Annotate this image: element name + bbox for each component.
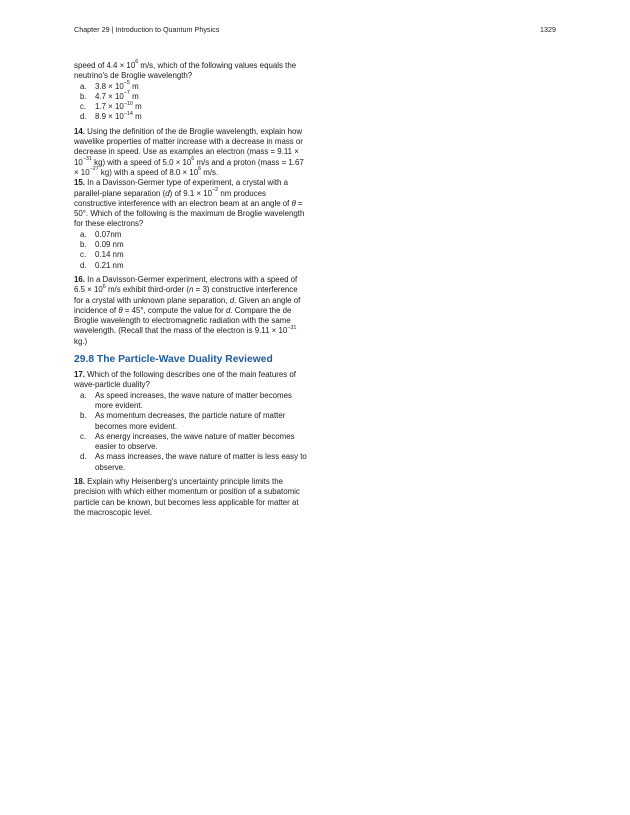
- question-14: 14. Using the definition of the de Broglie wavelength, explain how wavelike properties of matter increase with a decrease in mass or decrease in speed. Use as examples an electron (mass = $9.11 \times 10^{-31}$ kg) with a speed of $5.0 \times 10^6$ m/s and a proton (mass = $1.67 \times 10^{-27}$ kg) with a speed of $8.0 \times 10^6$ m/s.: [74, 126, 304, 177]
- answer-option: b. $4.7 \times 10^{-7}$ m: [80, 90, 139, 101]
- chapter-title: Chapter 29 | Introduction to Quantum Physics: [74, 25, 220, 34]
- answer-option: b. 0.09 nm: [80, 240, 124, 250]
- answer-options: [74, 230, 308, 271]
- question-18: 18. Explain why Heisenberg's uncertainty principle limits the precision with which either momentum or position of a subatomic particle can be known, but becomes less applicable for matter at the macroscopic level.: [74, 476, 300, 517]
- question-16: 16. In a Davisson-Germer experiment, electrons with a speed of $6.5 \times 10^6$ m/s exhibit third-order (n = 3) constructive interference for a crystal with unknown plane separation, d. Given an angle of incidence of θ = 45°, compute the value for d. Compare the de Broglie wavelength to electromagnetic radiation with the same wavelength. (Recall that the mass of the electron is $9.11 \times 10^{-31}$ kg.): [74, 274, 301, 346]
- answer-option: c. 0.14 nm: [80, 250, 124, 260]
- question-text: 17. Which of the following describes one of the main features of wave-particle duality?: [74, 370, 296, 390]
- answer-option: a. $3.8 \times 10^{-5}$ m: [80, 79, 139, 91]
- answer-option: d. $8.9 \times 10^{-14}$ m: [80, 110, 142, 122]
- content-column: [74, 61, 308, 518]
- section-heading: 29.8 The Particle-Wave Duality Reviewed: [74, 354, 273, 366]
- question-number: 17.: [74, 370, 85, 380]
- question-text: speed of $4.4 \times 10^6$ m/s, which of the following values equals the neutrino's de Broglie wavelength?: [74, 59, 297, 81]
- answer-option: d. 0.21 nm: [80, 260, 124, 270]
- answer-option: c. As energy increases, the wave nature of matter becomes easier to observe.: [80, 431, 295, 452]
- running-header: [74, 25, 556, 37]
- answer-options: [74, 391, 308, 473]
- question-15: [74, 178, 308, 271]
- question-text: 15. In a Davisson-Germer type of experiment, a crystal with a parallel-plane separation (d) of $9.1 \times 10^{-2}$ nm produces constructive interference with an electron beam at an angle of θ = 50°. Which of the following is the maximum de Broglie wavelength for these electrons?: [74, 178, 305, 229]
- question-number: 18.: [74, 476, 85, 486]
- page-number: 1329: [540, 25, 556, 34]
- question-number: 14.: [74, 126, 85, 136]
- answer-option: b. As momentum decreases, the particle nature of matter becomes more evident.: [80, 411, 286, 431]
- question-number: 15.: [74, 178, 85, 188]
- question-13-continued: [74, 61, 308, 123]
- question-number: 16.: [74, 274, 85, 284]
- answer-option: c. $1.7 \times 10^{-10}$ m: [80, 100, 142, 112]
- question-17: [74, 370, 308, 473]
- answer-option: a. 0.07nm: [80, 229, 122, 239]
- answer-options: [74, 79, 308, 123]
- answer-option: a. As speed increases, the wave nature of matter becomes more evident.: [80, 390, 292, 410]
- answer-option: d. As mass increases, the wave nature of matter is less easy to observe.: [80, 452, 307, 472]
